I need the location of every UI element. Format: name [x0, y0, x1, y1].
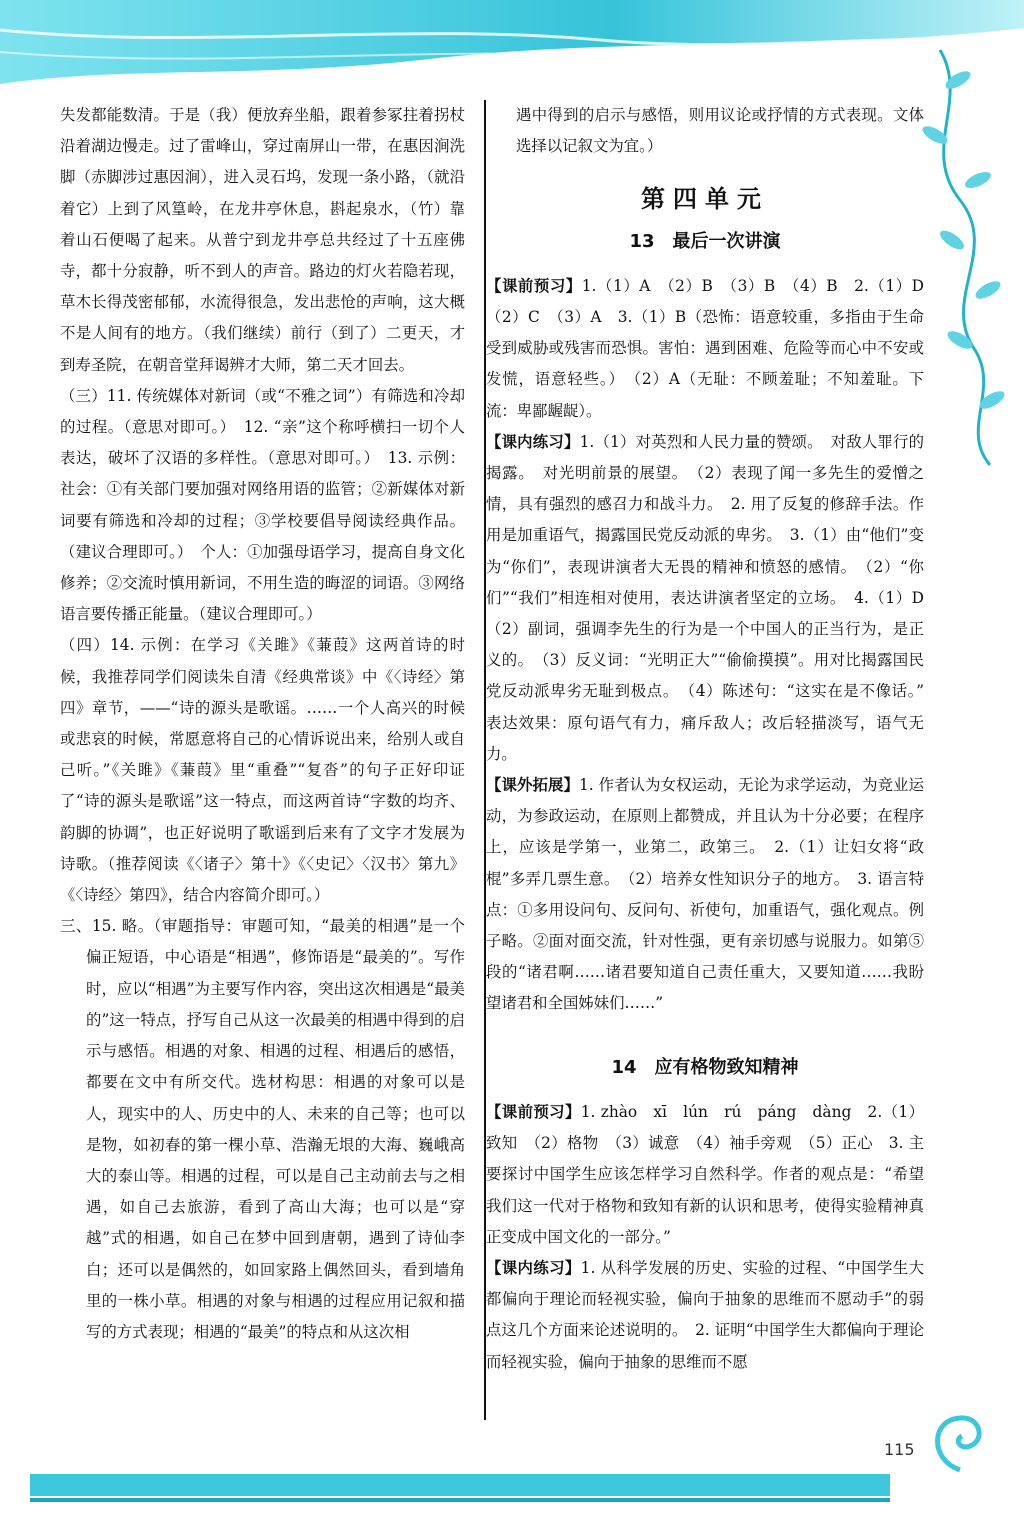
section-text: 1. zhào xī lún rú páng dàng 2.（1）致知 （2）格物 （3）诚意 （4）袖手旁观 （5）正心 3. 主要探讨中国学生应该怎样学习自然科学。作者的观点是：“希望我们这一代对于格物和致知有新的认识和思考，使得实验精神真正变成中国文化的一部分。” [486, 1102, 924, 1246]
l14-practice [486, 1253, 924, 1378]
section-tag: 【课内练习】 [486, 1258, 581, 1277]
left-paragraph: 失发都能数清。于是（我）便放弃坐船，跟着参冢拄着拐杖沿着湖边慢走。过了雷峰山，穿过南屏山一带，在惠因涧洗脚（赤脚涉过惠因涧），进入灵石坞，发现一条小路，（就沿着它）上到了风篁岭，在龙井亭休息，斟起泉水，（竹）靠着山石便喝了起来。从普宁到龙井亭总共经过了十五座佛寺，都十分寂静，听不到人的声音。路边的灯火若隐若现，草木长得茂密郁郁，水流得很急，发出悲怆的声响，这大概不是人间有的地方。（我们继续）前行（到了）二更天，才到寿圣院，在朝音堂拜谒辨才大师，第二天才回去。 [60, 106, 465, 374]
right-column [486, 100, 940, 1378]
left-paragraph: 三、15. 略。（审题指导：审题可知，“最美的相遇”是一个偏正短语，中心语是“相遇”，修饰语是“最美的”。写作时，应以“相遇”为主要写作内容，突出这次相遇是“最美的”这一特点，抒写自己从这一次最美的相遇中得到的启示与感悟。相遇的对象、相遇的过程、相遇后的感悟，都要在文中有所交代。选材构思：相遇的对象可以是人，现实中的人、历史中的人、未来的自己等；也可以是物，如初春的第一棵小草、浩瀚无垠的大海、巍峨高大的泰山等。相遇的过程，可以是自己主动前去与之相遇，如自己去旅游，看到了高山大海；也可以是“穿越”式的相遇，如自己在梦中回到唐朝，遇到了诗仙李白；还可以是偶然的，如回家路上偶然回头，看到墙角里的一株小草。相遇的对象与相遇的过程应用记叙和描写的方式表现；相遇的“最美”的特点和从这次相 [60, 917, 465, 1341]
left-paragraph: （三）11. 传统媒体对新词（或“不雅之词”）有筛选和冷却的过程。（意思对即可。） 12. “亲”这个称呼横扫一切个人表达，破坏了汉语的多样性。（意思对即可。） 13. 示例：社会：①有关部门要加强对网络用语的监管；②新媒体对新词要有筛选和冷却的过程；③学校要倡导阅读经典作品。（建议合理即可。） 个人：①加强母语学习，提高自身文化修养；②交流时慎用新词，不用生造的晦涩的词语。③网络语言要传播正能量。（建议合理即可。） [60, 386, 465, 624]
section-tag: 【课内练习】 [486, 432, 580, 451]
l13-practice [486, 427, 940, 770]
l13-preview [486, 271, 940, 427]
right-intro: 遇中得到的启示与感悟，则用议论或抒情的方式表现。文体选择以记叙文为宜。） [516, 106, 924, 156]
lesson-13-title: 13 最后一次讲演 [629, 230, 781, 252]
bottom-decorative-band [0, 1452, 1024, 1536]
lesson-14-title: 14 应有格物致知精神 [611, 1056, 799, 1078]
section-text: 1.（1）对英烈和人民力量的赞颂。 对敌人罪行的揭露。 对光明前景的展望。 （2）表现了闻一多先生的爱憎之情，具有强烈的感召力和战斗力。 2. 用了反复的修辞手法。作用是加重语气，揭露国民党反动派的卑劣。 3.（1）由“他们”变为“你们”，表现讲演者大无畏的精神和愤怒的感情。 （2）“你们”“我们”相连相对使用，表达讲演者坚定的立场。 4.（1）D （2）副词，强调李先生的行为是一个中国人的正当行为，是正义的。 （3）反义词：“光明正大”“偷偷摸摸”。用对比揭露国民党反动派卑劣无耻到极点。 （4）陈述句：“这实在是不像话。” 表达效果：原句语气有力，痛斥敌人；改后轻描淡写，语气无力。 [486, 432, 940, 763]
section-text: 1. 从科学发展的历史、实验的过程、“中国学生大都偏向于理论而轻视实验，偏向于抽象的思维而不愿动手”的弱点这几个方面来论述说明的。 2. 证明“中国学生大都偏向于理论而轻视实验，偏向于抽象的思维而不愿 [486, 1258, 924, 1371]
left-column [60, 100, 465, 1348]
section-text: 1.（1）A （2）B （3）B （4）B 2.（1）D （2）C （3）A 3.（1）B（恐怖：语意较重，多指由于生命受到威胁或残害而恐惧。害怕：遇到困难、危险等而心中不安或发慌，语意轻些。） （2）A（无耻：不顾羞耻；不知羞耻。下流：卑鄙龌龊）。 [486, 276, 940, 420]
left-paragraph: （四）14. 示例：在学习《关雎》《蒹葭》这两首诗的时候，我推荐同学们阅读朱自清《经典常谈》中《〈诗经〉第四》章节，——“诗的源头是歌谣。……一个人高兴的时候或悲哀的时候，常愿意将自己的心情诉说出来，给别人或自己听。”《关雎》《蒹葭》里“重叠”“复沓”的句子正好印证了“诗的源头是歌谣”这一特点，而这两首诗“字数的均齐、韵脚的协调”，也正好说明了歌谣到后来有了文字才发展为诗歌。（推荐阅读《〈诸子〉第十》《〈史记〉〈汉书〉第九》《〈诗经〉第四》，结合内容简介即可。） [60, 636, 465, 905]
page-number: 115 [884, 1440, 915, 1459]
l14-preview [486, 1097, 924, 1253]
section-tag: 【课前预习】 [486, 1102, 581, 1121]
top-decorative-band [0, 0, 1024, 90]
section-tag: 【课前预习】 [486, 276, 582, 295]
section-tag: 【课外拓展】 [486, 776, 579, 795]
l13-extension [486, 770, 924, 1020]
section-text: 1. 作者认为女权运动，无论为求学运动，为竞业运动，为参政运动，在原则上都赞成，并且认为十分必要；在程序上，应该是学第一，业第二，政第三。 2.（1）让妇女将“政棍”多弄几票生意。 （2）培养女性知识分子的地方。 3. 语言特点：①多用设问句、反问句、祈使句，加重语气，强化观点。例子略。②面对面交流，针对性强，更有亲切感与说服力。如第⑤段的“诸君啊……诸君要知道自己责任重大，又要知道……我盼望诸君和全国姊妹们……” [486, 776, 924, 1013]
unit-title: 第四单元 [641, 185, 769, 214]
swirl-decoration-icon [920, 1400, 1000, 1480]
